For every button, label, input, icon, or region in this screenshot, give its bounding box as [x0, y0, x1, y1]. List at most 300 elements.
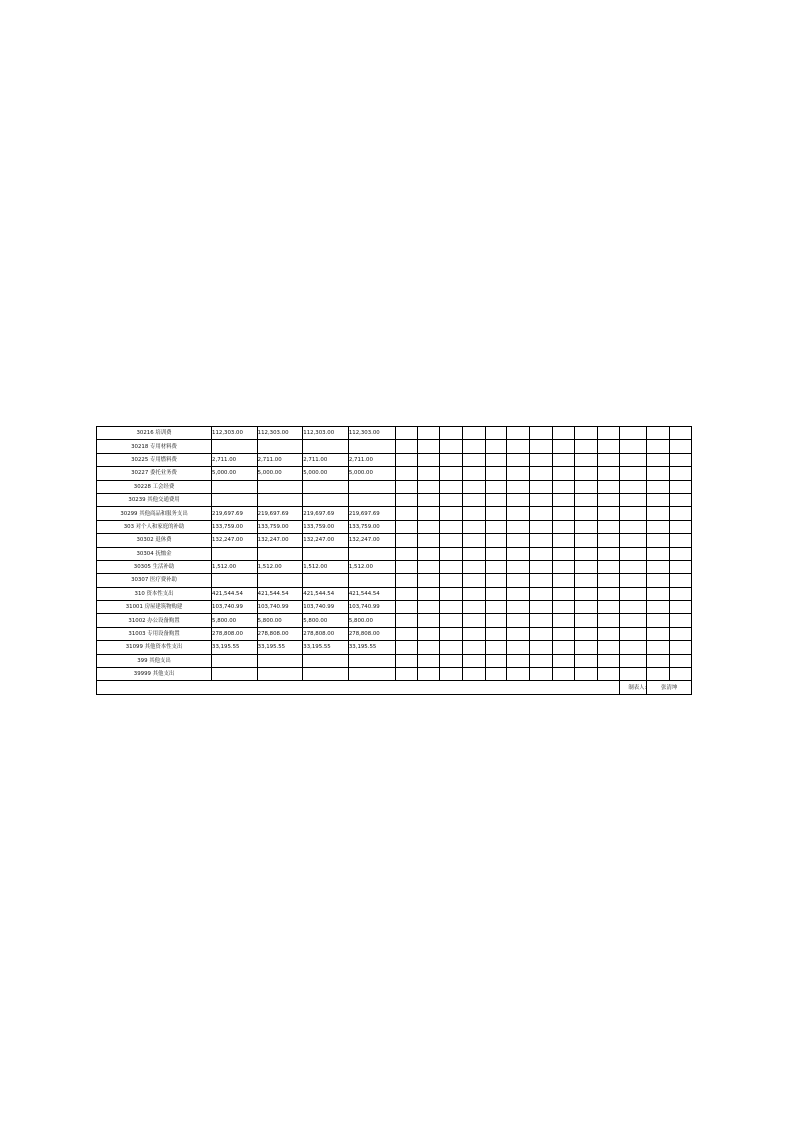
preparer-name: 张清坤: [647, 681, 692, 694]
amount-cell: 33,195.55: [257, 641, 303, 654]
empty-cell: [485, 520, 507, 533]
amount-cell: 132,247.00: [212, 534, 258, 547]
empty-cell: [647, 668, 670, 681]
empty-cell: [440, 614, 463, 627]
empty-cell: [507, 641, 530, 654]
empty-cell: [440, 520, 463, 533]
row-label: 31099 其他资本性支出: [97, 641, 212, 654]
empty-cell: [418, 427, 440, 440]
table-row: [97, 534, 692, 547]
empty-cell: [670, 654, 692, 667]
empty-cell: [507, 440, 530, 453]
empty-cell: [670, 520, 692, 533]
empty-cell: [620, 440, 647, 453]
empty-cell: [395, 507, 418, 520]
amount-cell: [212, 668, 258, 681]
empty-cell: [395, 453, 418, 466]
empty-cell: [485, 560, 507, 573]
amount-cell: 278,808.00: [348, 627, 395, 640]
empty-cell: [553, 493, 575, 506]
amount-cell: 421,544.54: [257, 587, 303, 600]
empty-cell: [670, 601, 692, 614]
empty-cell: [507, 574, 530, 587]
empty-cell: [574, 587, 597, 600]
empty-cell: [647, 480, 670, 493]
empty-cell: [620, 654, 647, 667]
empty-cell: [647, 520, 670, 533]
empty-cell: [395, 427, 418, 440]
amount-cell: 103,740.99: [348, 601, 395, 614]
empty-cell: [507, 453, 530, 466]
empty-cell: [418, 507, 440, 520]
empty-cell: [620, 520, 647, 533]
empty-cell: [670, 574, 692, 587]
amount-cell: 5,800.00: [303, 614, 349, 627]
amount-cell: [257, 668, 303, 681]
amount-cell: 5,000.00: [212, 467, 258, 480]
empty-cell: [597, 641, 620, 654]
empty-cell: [553, 453, 575, 466]
empty-cell: [440, 467, 463, 480]
empty-cell: [597, 440, 620, 453]
table-row: [97, 440, 692, 453]
empty-cell: [485, 467, 507, 480]
empty-cell: [440, 440, 463, 453]
empty-cell: [395, 534, 418, 547]
empty-cell: [395, 467, 418, 480]
empty-cell: [620, 453, 647, 466]
footer-row: [97, 681, 692, 694]
empty-cell: [670, 453, 692, 466]
empty-cell: [462, 654, 485, 667]
empty-cell: [395, 601, 418, 614]
empty-cell: [530, 440, 553, 453]
empty-cell: [647, 427, 670, 440]
empty-cell: [485, 587, 507, 600]
empty-cell: [574, 601, 597, 614]
row-label: 39999 其他支出: [97, 668, 212, 681]
empty-cell: [418, 480, 440, 493]
amount-cell: [303, 654, 349, 667]
empty-cell: [462, 440, 485, 453]
empty-cell: [647, 601, 670, 614]
empty-cell: [553, 507, 575, 520]
empty-cell: [574, 520, 597, 533]
empty-cell: [647, 440, 670, 453]
empty-cell: [440, 493, 463, 506]
empty-cell: [530, 507, 553, 520]
amount-cell: 103,740.99: [257, 601, 303, 614]
row-label: 31002 办公设备购置: [97, 614, 212, 627]
empty-cell: [462, 520, 485, 533]
empty-cell: [670, 614, 692, 627]
empty-cell: [485, 427, 507, 440]
empty-cell: [553, 654, 575, 667]
empty-cell: [647, 654, 670, 667]
amount-cell: [303, 668, 349, 681]
amount-cell: 1,512.00: [257, 560, 303, 573]
empty-cell: [574, 641, 597, 654]
amount-cell: 103,740.99: [212, 601, 258, 614]
empty-cell: [418, 614, 440, 627]
empty-cell: [574, 668, 597, 681]
empty-cell: [462, 668, 485, 681]
empty-cell: [574, 453, 597, 466]
empty-cell: [418, 493, 440, 506]
amount-cell: [348, 547, 395, 560]
empty-cell: [670, 560, 692, 573]
empty-cell: [530, 668, 553, 681]
table-row: [97, 493, 692, 506]
empty-cell: [670, 534, 692, 547]
amount-cell: [257, 493, 303, 506]
empty-cell: [574, 480, 597, 493]
row-label: 399 其他支出: [97, 654, 212, 667]
amount-cell: 33,195.55: [348, 641, 395, 654]
amount-cell: 5,000.00: [348, 467, 395, 480]
empty-cell: [574, 493, 597, 506]
amount-cell: [212, 654, 258, 667]
table-row: [97, 641, 692, 654]
empty-cell: [462, 574, 485, 587]
empty-cell: [507, 480, 530, 493]
empty-cell: [620, 534, 647, 547]
empty-cell: [395, 627, 418, 640]
empty-cell: [440, 547, 463, 560]
amount-cell: 278,808.00: [303, 627, 349, 640]
empty-cell: [507, 427, 530, 440]
amount-cell: [212, 440, 258, 453]
empty-cell: [440, 480, 463, 493]
amount-cell: [303, 440, 349, 453]
empty-cell: [395, 587, 418, 600]
empty-cell: [462, 547, 485, 560]
empty-cell: [647, 467, 670, 480]
empty-cell: [574, 427, 597, 440]
empty-cell: [597, 427, 620, 440]
empty-cell: [418, 560, 440, 573]
table-row: [97, 480, 692, 493]
budget-table-sheet: [96, 426, 692, 695]
empty-cell: [620, 587, 647, 600]
row-label: 30304 抚恤金: [97, 547, 212, 560]
empty-cell: [620, 627, 647, 640]
amount-cell: 133,759.00: [303, 520, 349, 533]
amount-cell: 1,512.00: [212, 560, 258, 573]
amount-cell: 421,544.54: [212, 587, 258, 600]
empty-cell: [418, 627, 440, 640]
amount-cell: 278,808.00: [257, 627, 303, 640]
amount-cell: [212, 574, 258, 587]
empty-cell: [485, 507, 507, 520]
footer-blank: [97, 681, 620, 694]
row-label: 30307 医疗费补助: [97, 574, 212, 587]
empty-cell: [530, 547, 553, 560]
amount-cell: 132,247.00: [348, 534, 395, 547]
empty-cell: [597, 480, 620, 493]
empty-cell: [462, 493, 485, 506]
empty-cell: [440, 574, 463, 587]
empty-cell: [530, 560, 553, 573]
amount-cell: 5,800.00: [348, 614, 395, 627]
empty-cell: [530, 574, 553, 587]
empty-cell: [670, 547, 692, 560]
empty-cell: [620, 547, 647, 560]
amount-cell: 219,697.69: [257, 507, 303, 520]
empty-cell: [553, 668, 575, 681]
empty-cell: [670, 641, 692, 654]
amount-cell: 33,195.55: [303, 641, 349, 654]
empty-cell: [507, 547, 530, 560]
empty-cell: [507, 493, 530, 506]
table-row: [97, 427, 692, 440]
empty-cell: [670, 440, 692, 453]
empty-cell: [395, 520, 418, 533]
empty-cell: [530, 467, 553, 480]
empty-cell: [418, 520, 440, 533]
table-row: [97, 668, 692, 681]
amount-cell: [257, 480, 303, 493]
amount-cell: 5,800.00: [257, 614, 303, 627]
amount-cell: 112,303.00: [303, 427, 349, 440]
empty-cell: [574, 627, 597, 640]
empty-cell: [597, 467, 620, 480]
table-body: [97, 427, 692, 695]
empty-cell: [462, 601, 485, 614]
row-label: 30225 专用燃料费: [97, 453, 212, 466]
empty-cell: [574, 467, 597, 480]
empty-cell: [647, 641, 670, 654]
empty-cell: [440, 534, 463, 547]
empty-cell: [620, 574, 647, 587]
empty-cell: [440, 654, 463, 667]
empty-cell: [597, 560, 620, 573]
empty-cell: [507, 601, 530, 614]
empty-cell: [553, 440, 575, 453]
empty-cell: [418, 601, 440, 614]
row-label: 30218 专用材料费: [97, 440, 212, 453]
empty-cell: [462, 427, 485, 440]
empty-cell: [574, 560, 597, 573]
empty-cell: [670, 493, 692, 506]
empty-cell: [530, 614, 553, 627]
empty-cell: [553, 520, 575, 533]
table-row: [97, 614, 692, 627]
table-row: [97, 654, 692, 667]
empty-cell: [574, 534, 597, 547]
empty-cell: [620, 467, 647, 480]
amount-cell: [303, 547, 349, 560]
empty-cell: [440, 627, 463, 640]
empty-cell: [647, 453, 670, 466]
row-label: 30239 其他交通费用: [97, 493, 212, 506]
empty-cell: [485, 480, 507, 493]
empty-cell: [418, 547, 440, 560]
amount-cell: 421,544.54: [348, 587, 395, 600]
amount-cell: 1,512.00: [348, 560, 395, 573]
amount-cell: 133,759.00: [212, 520, 258, 533]
empty-cell: [620, 601, 647, 614]
empty-cell: [462, 560, 485, 573]
empty-cell: [507, 627, 530, 640]
empty-cell: [485, 534, 507, 547]
empty-cell: [485, 440, 507, 453]
empty-cell: [574, 654, 597, 667]
table-row: [97, 453, 692, 466]
empty-cell: [507, 520, 530, 533]
table-row: [97, 507, 692, 520]
empty-cell: [395, 668, 418, 681]
empty-cell: [597, 574, 620, 587]
amount-cell: 2,711.00: [212, 453, 258, 466]
empty-cell: [440, 668, 463, 681]
empty-cell: [440, 453, 463, 466]
empty-cell: [647, 547, 670, 560]
row-label: 30302 退休费: [97, 534, 212, 547]
empty-cell: [440, 507, 463, 520]
empty-cell: [620, 614, 647, 627]
empty-cell: [418, 534, 440, 547]
empty-cell: [418, 668, 440, 681]
empty-cell: [647, 587, 670, 600]
empty-cell: [395, 440, 418, 453]
empty-cell: [440, 587, 463, 600]
table-row: [97, 601, 692, 614]
empty-cell: [462, 534, 485, 547]
amount-cell: [212, 493, 258, 506]
empty-cell: [418, 440, 440, 453]
empty-cell: [574, 547, 597, 560]
empty-cell: [670, 467, 692, 480]
empty-cell: [440, 427, 463, 440]
row-label: 30227 委托业务费: [97, 467, 212, 480]
empty-cell: [440, 560, 463, 573]
empty-cell: [395, 493, 418, 506]
table-row: [97, 587, 692, 600]
empty-cell: [418, 587, 440, 600]
empty-cell: [574, 507, 597, 520]
empty-cell: [620, 480, 647, 493]
amount-cell: [348, 668, 395, 681]
empty-cell: [620, 641, 647, 654]
empty-cell: [395, 574, 418, 587]
empty-cell: [647, 534, 670, 547]
empty-cell: [574, 614, 597, 627]
empty-cell: [553, 467, 575, 480]
amount-cell: 132,247.00: [303, 534, 349, 547]
amount-cell: 219,697.69: [348, 507, 395, 520]
empty-cell: [553, 601, 575, 614]
empty-cell: [507, 507, 530, 520]
empty-cell: [670, 587, 692, 600]
empty-cell: [553, 480, 575, 493]
row-label: 310 资本性支出: [97, 587, 212, 600]
empty-cell: [485, 493, 507, 506]
amount-cell: 112,303.00: [212, 427, 258, 440]
amount-cell: 1,512.00: [303, 560, 349, 573]
empty-cell: [553, 627, 575, 640]
empty-cell: [597, 654, 620, 667]
amount-cell: 133,759.00: [348, 520, 395, 533]
empty-cell: [418, 654, 440, 667]
empty-cell: [462, 627, 485, 640]
preparer-label: 制表人:: [620, 681, 647, 694]
empty-cell: [597, 587, 620, 600]
empty-cell: [485, 668, 507, 681]
amount-cell: [257, 574, 303, 587]
empty-cell: [530, 534, 553, 547]
empty-cell: [620, 427, 647, 440]
amount-cell: 5,000.00: [303, 467, 349, 480]
empty-cell: [620, 507, 647, 520]
empty-cell: [553, 560, 575, 573]
empty-cell: [597, 601, 620, 614]
empty-cell: [462, 587, 485, 600]
empty-cell: [647, 627, 670, 640]
empty-cell: [462, 453, 485, 466]
empty-cell: [574, 440, 597, 453]
budget-table: [96, 426, 692, 695]
row-label: 30216 培训费: [97, 427, 212, 440]
empty-cell: [597, 453, 620, 466]
amount-cell: [212, 547, 258, 560]
empty-cell: [530, 627, 553, 640]
empty-cell: [485, 574, 507, 587]
empty-cell: [395, 614, 418, 627]
empty-cell: [553, 547, 575, 560]
empty-cell: [530, 587, 553, 600]
empty-cell: [395, 560, 418, 573]
empty-cell: [597, 627, 620, 640]
empty-cell: [553, 587, 575, 600]
empty-cell: [553, 641, 575, 654]
empty-cell: [597, 493, 620, 506]
empty-cell: [485, 547, 507, 560]
empty-cell: [647, 560, 670, 573]
empty-cell: [620, 560, 647, 573]
table-row: [97, 574, 692, 587]
empty-cell: [507, 560, 530, 573]
amount-cell: 33,195.55: [212, 641, 258, 654]
empty-cell: [530, 453, 553, 466]
table-row: [97, 467, 692, 480]
amount-cell: 112,303.00: [257, 427, 303, 440]
empty-cell: [418, 453, 440, 466]
empty-cell: [620, 668, 647, 681]
row-label: 31001 房屋建筑物购建: [97, 601, 212, 614]
empty-cell: [597, 668, 620, 681]
empty-cell: [597, 547, 620, 560]
empty-cell: [670, 668, 692, 681]
empty-cell: [395, 480, 418, 493]
amount-cell: [257, 547, 303, 560]
amount-cell: 5,000.00: [257, 467, 303, 480]
row-label: 30228 工会经费: [97, 480, 212, 493]
table-row: [97, 520, 692, 533]
empty-cell: [507, 668, 530, 681]
row-label: 30305 生活补助: [97, 560, 212, 573]
empty-cell: [418, 467, 440, 480]
empty-cell: [670, 480, 692, 493]
amount-cell: 219,697.69: [303, 507, 349, 520]
empty-cell: [462, 467, 485, 480]
empty-cell: [395, 641, 418, 654]
amount-cell: 421,544.54: [303, 587, 349, 600]
empty-cell: [485, 453, 507, 466]
empty-cell: [670, 627, 692, 640]
empty-cell: [647, 493, 670, 506]
empty-cell: [530, 520, 553, 533]
